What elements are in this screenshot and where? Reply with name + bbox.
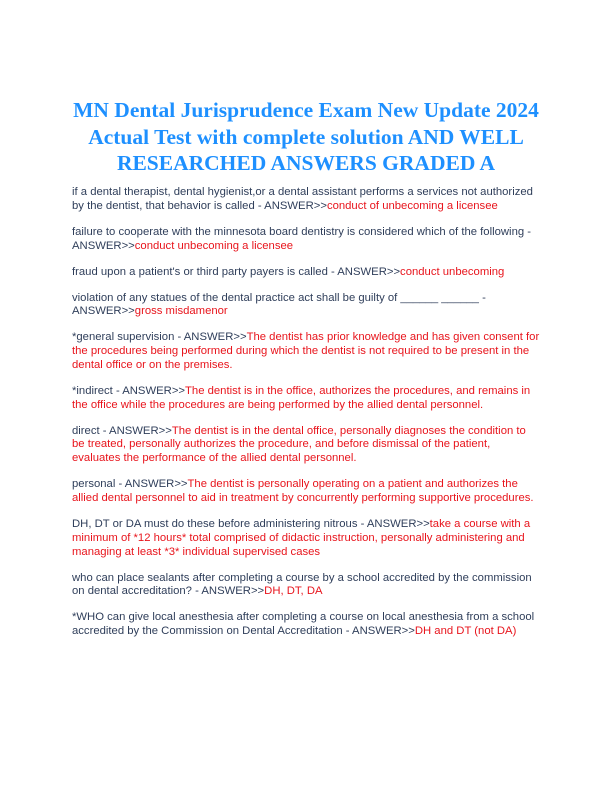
qa-item	[72, 331, 540, 372]
question-text: failure to cooperate with the minnesota board dentistry is considered which of the following - ANSWER>>	[72, 225, 532, 252]
answer-text: The dentist is personally operating on a patient and authorizes the allied dental personnel to aid in treatment by concurrently performing supportive procedures.	[72, 478, 534, 505]
answer-text: The dentist is in the dental office, personally diagnoses the condition to be treated, personally authorizes the procedure, and before dismissal of the patient, evaluates the performance of the allied dental personnel.	[72, 424, 526, 465]
answer-text: conduct unbecoming	[400, 265, 505, 278]
question-text: *indirect - ANSWER>>	[72, 384, 186, 397]
question-text: DH, DT or DA must do these before administering nitrous - ANSWER>>	[72, 518, 430, 531]
qa-item	[72, 292, 540, 320]
qa-item	[72, 186, 540, 214]
question-text: fraud upon a patient's or third party payers is called - ANSWER>>	[72, 265, 401, 278]
qa-item	[72, 611, 540, 639]
qa-item	[72, 518, 540, 559]
answer-text: gross misdamenor	[134, 305, 228, 318]
question-text: *WHO can give local anesthesia after completing a course on local anesthesia from a school accredited by the Commission on Dental Accreditation - ANSWER>>	[72, 611, 535, 638]
document-title: MN Dental Jurisprudence Exam New Update 2024 Actual Test with complete solution AND WELL RESEARCHED ANSWERS GRADED A	[73, 98, 539, 175]
qa-item	[72, 572, 540, 600]
answer-text: DH, DT, DA	[264, 585, 323, 598]
qa-item	[72, 266, 540, 280]
answer-text: The dentist has prior knowledge and has given consent for the procedures being performed during which the dentist is not required to be present in the dental office or on the premises.	[72, 331, 540, 371]
qa-item	[72, 425, 540, 466]
qa-item	[72, 226, 540, 254]
answer-text: DH and DT (not DA)	[414, 625, 517, 638]
qa-item	[72, 478, 540, 506]
answer-text: take a course with a minimum of *12 hours* total comprised of didactic instruction, personally administering and managing at least *3* individual supervised cases	[72, 518, 531, 558]
question-text: *general supervision - ANSWER>>	[72, 331, 247, 344]
question-text: violation of any statues of the dental practice act shall be guilty of ______ ______ - ANSWER>>	[72, 291, 486, 318]
qa-list	[72, 186, 540, 651]
qa-item	[72, 385, 540, 413]
answer-text: conduct of unbecoming a licensee	[326, 199, 498, 212]
question-text: who can place sealants after completing a course by a school accredited by the commission on dental accreditation? - ANSWER>>	[72, 571, 532, 598]
question-text: direct - ANSWER>>	[72, 424, 172, 437]
question-text: if a dental therapist, dental hygienist,or a dental assistant performs a services not authorized by the dentist, that behavior is called - ANSWER>>	[72, 186, 533, 212]
answer-text: The dentist is in the office, authorizes the procedures, and remains in the office while the procedures are being performed by the allied dental personnel.	[72, 384, 531, 411]
answer-text: conduct unbecoming a licensee	[134, 239, 294, 252]
question-text: personal - ANSWER>>	[72, 478, 188, 491]
